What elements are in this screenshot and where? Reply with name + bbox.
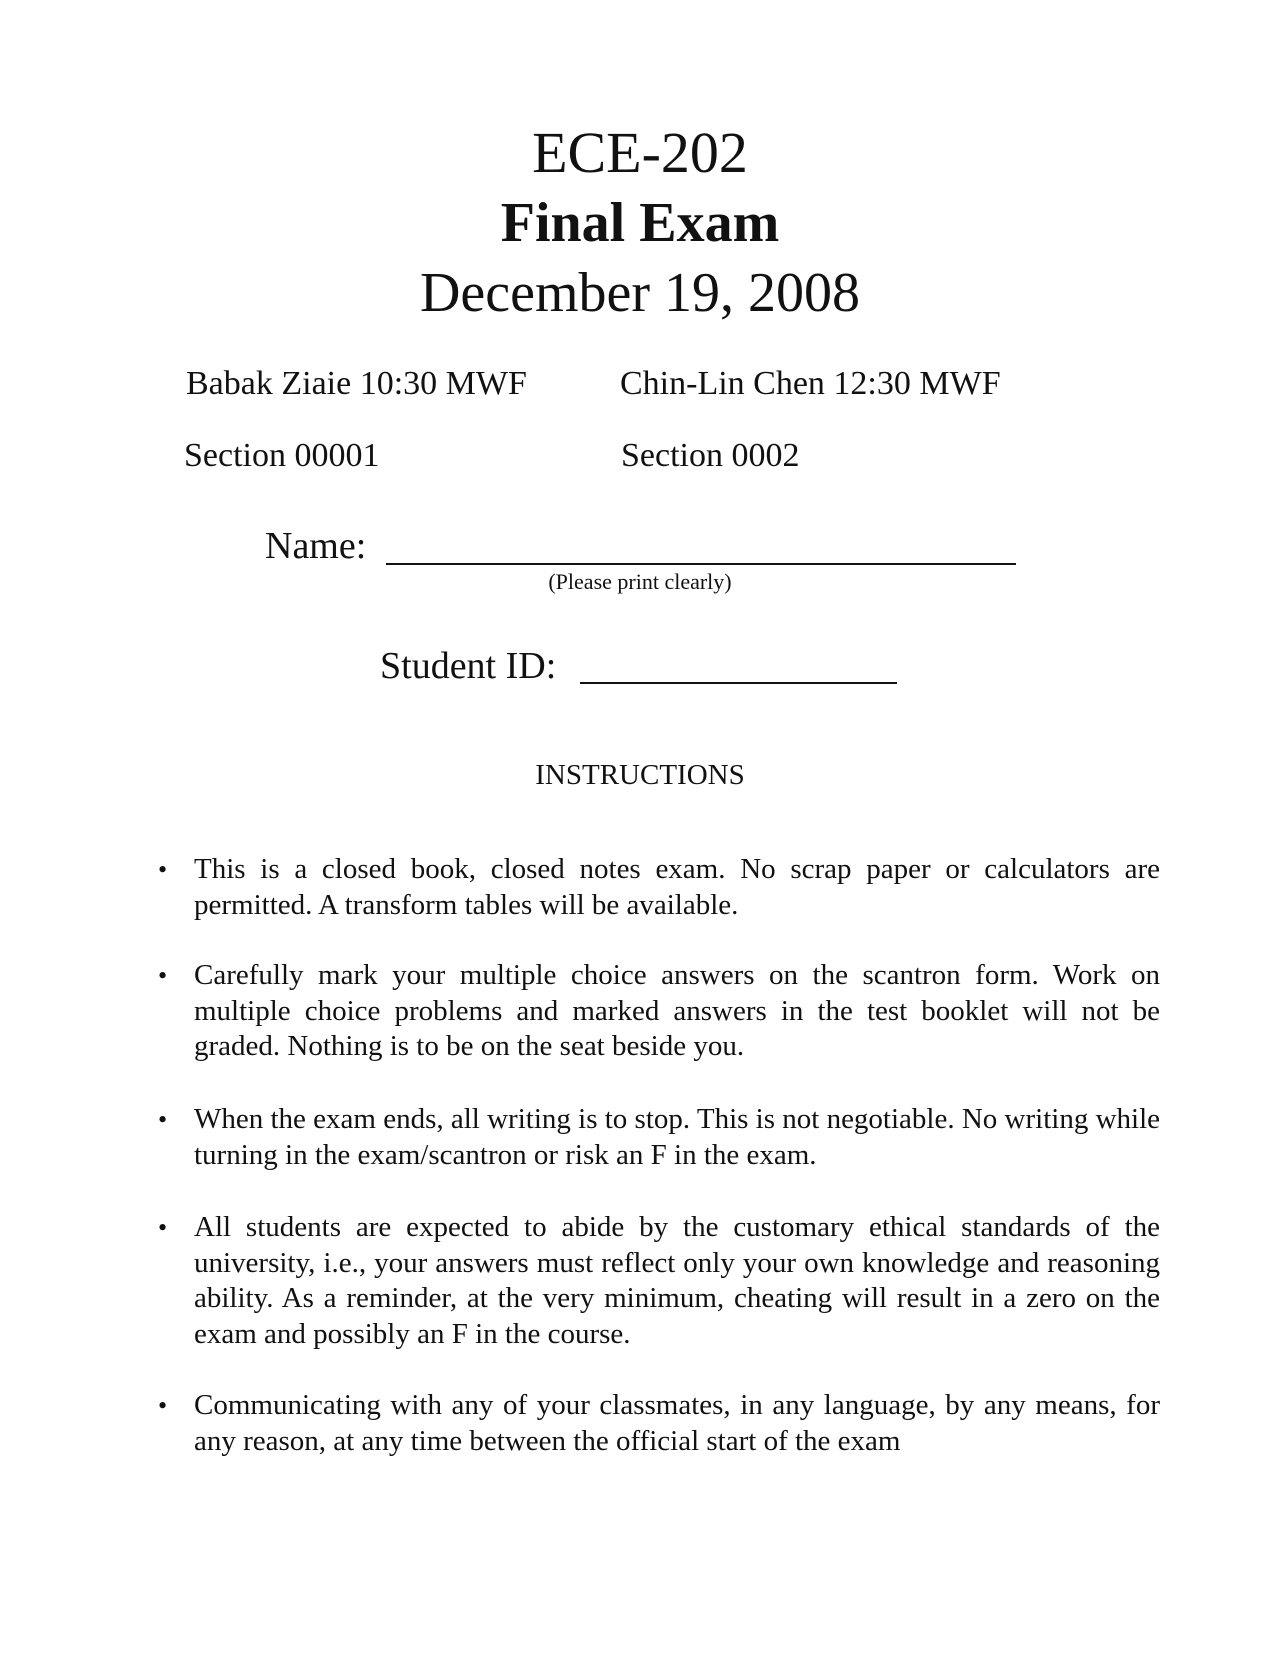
instructor-1: Babak Ziaie 10:30 MWF: [186, 365, 527, 402]
instruction-item: [158, 1102, 1160, 1173]
instruction-item: [158, 852, 1160, 923]
student-id-label: Student ID:: [380, 645, 557, 687]
instructor-2: Chin-Lin Chen 12:30 MWF: [620, 365, 1001, 402]
instruction-text: This is a closed book, closed notes exam. No scrap paper or calculators are permitted. A transform tables will be available.: [194, 853, 1160, 921]
bullet-icon: •: [158, 961, 168, 990]
name-hint: (Please print clearly): [548, 569, 732, 594]
bullet-icon: •: [158, 1105, 168, 1134]
bullet-icon: •: [158, 1391, 168, 1420]
instruction-item: [158, 1388, 1160, 1459]
exam-date: December 19, 2008: [419, 262, 861, 324]
bullet-icon: •: [158, 855, 168, 884]
exam-title: Final Exam: [500, 192, 780, 254]
instruction-text: Communicating with any of your classmates, in any language, by any means, for any reason, at any time between the official start of the exam: [194, 1389, 1160, 1457]
section-2: Section 0002: [621, 437, 800, 474]
instruction-item: [158, 958, 1160, 1065]
name-field-line[interactable]: [386, 563, 1016, 565]
instruction-text: All students are expected to abide by the customary ethical standards of the university, i.e., your answers must reflect only your own knowledge and reasoning ability. As a reminder, at the very minimum, cheating will result in a zero on the exam and possibly an F in the course.: [194, 1211, 1160, 1350]
instruction-item: [158, 1210, 1160, 1352]
section-1: Section 00001: [184, 437, 380, 474]
name-label: Name:: [265, 525, 367, 567]
instruction-text: When the exam ends, all writing is to stop. This is not negotiable. No writing while turning in the exam/scantron or risk an F in the exam.: [194, 1103, 1160, 1171]
instruction-text: Carefully mark your multiple choice answers on the scantron form. Work on multiple choice problems and marked answers in the test booklet will not be graded. Nothing is to be on the seat beside you.: [194, 959, 1160, 1062]
student-id-field-line[interactable]: [580, 682, 897, 684]
instructions-heading: INSTRUCTIONS: [535, 759, 745, 791]
bullet-icon: •: [158, 1213, 168, 1242]
course-code: ECE-202: [532, 120, 748, 185]
